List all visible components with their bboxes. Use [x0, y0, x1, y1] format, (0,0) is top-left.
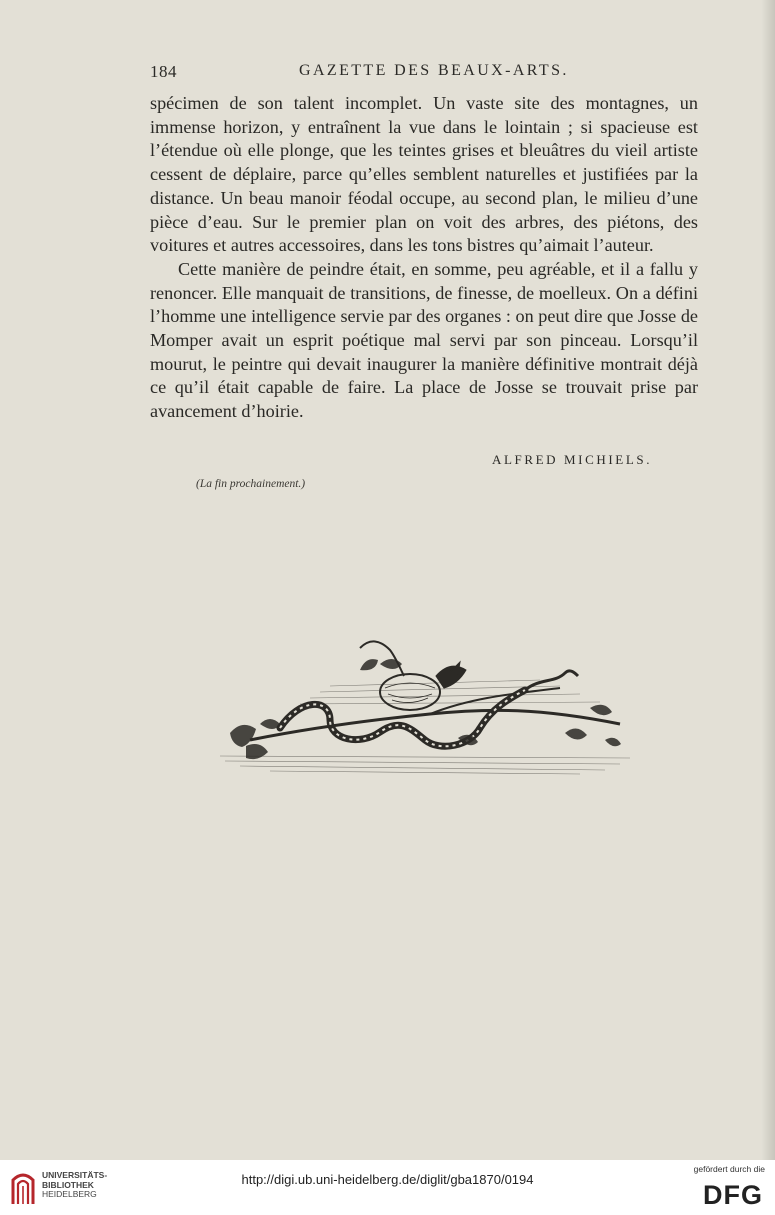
funded-by-text: gefördert durch die — [693, 1164, 765, 1174]
paragraph-2: Cette manière de peindre était, en somme, peu agréable, et il a fallu y renoncer. Elle manquait de transitions, de finesse, de moelleux. On a défini l’homme une intelligence servie par des organes : on peut dire que Josse de Momper avait un esprit poétique mal servi par son pinceau. Lorsqu’il mourut, le peintre qui devait inaugurer la manière définitive montrait déjà ce qu’il était capable de faire. La place de Josse se trouvait prise par avancement d’hoirie. — [150, 258, 698, 422]
library-name-line-3: HEIDELBERG — [42, 1189, 97, 1199]
permalink-url[interactable]: http://digi.ub.uni-heidelberg.de/diglit/gba1870/0194 — [241, 1172, 534, 1187]
author-signature: ALFRED MICHIELS. — [492, 452, 653, 467]
dfg-logo: DFG — [703, 1180, 763, 1210]
running-title: GAZETTE DES BEAUX-ARTS. — [299, 62, 569, 79]
library-name-line-2: BIBLIOTHEK — [42, 1179, 94, 1190]
paragraph-1: spécimen de son talent incomplet. Un vaste site des montagnes, un immense horizon, y entraînent la vue dans le lointain ; si spacieuse est l’étendue où elle plonge, que les teintes grises et bleuâtres du vieil artiste cessent de déplaire, parce qu’elles semblent naturelles et justifiées par la distance. Un beau manoir féodal occupe, au second plan, le milieu d’une pièce d’eau. Sur le premier plan on voit des arbres, des piétons, des voitures et autres accessoires, dans les tons bistres qu’aimait l’auteur. — [150, 93, 698, 256]
continuation-note: (La fin prochainement.) — [196, 478, 306, 490]
page-header — [150, 62, 698, 86]
page-number: 184 — [150, 62, 177, 81]
footer-bar — [0, 1160, 775, 1215]
library-name-line-1: UNIVERSITÄTS- — [42, 1170, 108, 1180]
article-body — [150, 92, 698, 424]
serpent-vignette-engraving — [210, 628, 640, 778]
page-edge-shadow — [761, 0, 775, 1160]
